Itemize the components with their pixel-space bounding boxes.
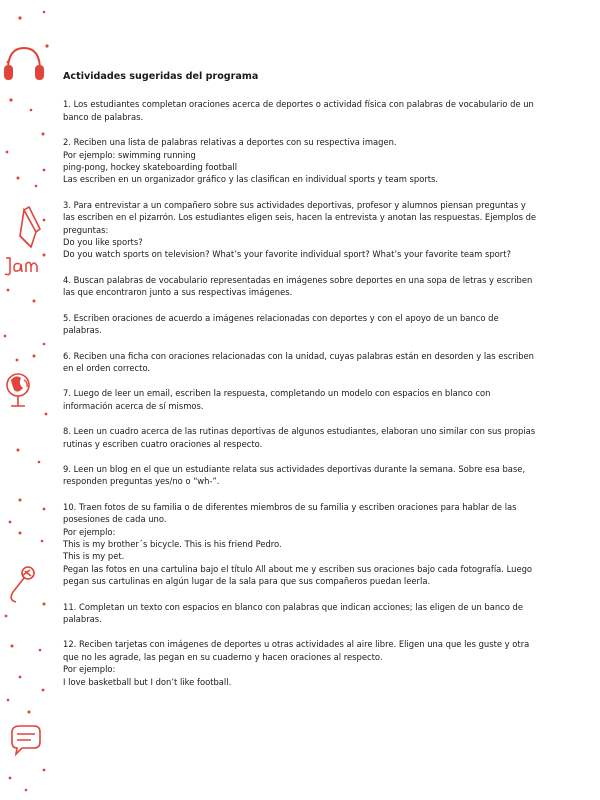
margin-decoration <box>0 0 60 800</box>
list-item <box>63 312 538 337</box>
list-item-text: 8. Leen un cuadro acerca de las rutinas deportivas de algunos estudiantes, elaboran uno similar con sus propias rutinas y escriben cuatro oraciones al respecto. <box>63 426 536 449</box>
list-item-text: This is my brother´s bicycle. This is his friend Pedro. <box>63 538 282 549</box>
list-item-text: Por ejemplo: <box>63 526 116 537</box>
list-item <box>63 98 538 123</box>
list-item-text: Do you watch sports on television? What’s your favorite individual sport? What’s your favorite team sport? <box>63 249 511 260</box>
list-item <box>63 387 538 412</box>
list-item-text: 5. Escriben oraciones de acuerdo a imágenes relacionadas con deportes y con el apoyo de un banco de palabras. <box>63 312 499 336</box>
jam-doodle-icon <box>5 258 37 275</box>
list-item-text: 12. Reciben tarjetas con imágenes de deportes u otras actividades al aire libre. Eligen una que les guste y otra que no les agrade, las pegan en su cuaderno y hacen oraciones al respecto. <box>63 639 530 662</box>
microphone-icon <box>11 567 34 602</box>
globe-icon <box>7 374 29 406</box>
list-item-text: 7. Luego de leer un email, escriben la respuesta, completando un modelo con espacios en blanco con información acerca de sí mismos. <box>63 388 491 411</box>
list-item <box>63 425 538 450</box>
list-item <box>63 463 538 488</box>
list-item-text: 1. Los estudiantes completan oraciones acerca de deportes o actividad física con palabras de vocabulario de un banco de palabras. <box>63 99 534 122</box>
list-item <box>63 199 538 261</box>
list-item <box>63 136 538 186</box>
speech-bubble-icon <box>12 726 40 754</box>
page-title: Actividades sugeridas del programa <box>63 71 259 82</box>
list-item-text: 6. Reciben una ficha con oraciones relacionadas con la unidad, cuyas palabras están en desorden y las escriben en el orden correcto. <box>63 350 534 373</box>
list-item-text: This is my pet. <box>63 551 125 562</box>
list-item-text: 9. Leen un blog en el que un estudiante relata sus actividades deportivas durante la semana. Sobre esa base, responden preguntas yes/no o “wh-”. <box>63 463 526 487</box>
document-body <box>63 71 538 701</box>
list-item-text: 10. Traen fotos de su familia o de diferentes miembros de su familia y escriben oraciones para hablar de las posesiones de cada uno. <box>63 501 517 525</box>
list-item <box>63 601 538 626</box>
list-item-text: Por ejemplo: <box>63 664 116 675</box>
decorative-dots <box>4 11 49 792</box>
list-item <box>63 350 538 375</box>
list-item-text: 2. Reciben una lista de palabras relativas a deportes con su respectiva imagen. <box>63 137 397 148</box>
list-item <box>63 638 538 688</box>
list-item-text: 4. Buscan palabras de vocabulario representadas en imágenes sobre deportes en una sopa de letras y escriben las que encontraron junto a sus respectivas imágenes. <box>63 274 533 298</box>
list-item <box>63 274 538 299</box>
list-item-text: 11. Completan un texto con espacios en blanco con palabras que indican acciones; las eligen de un banco de palabras. <box>63 601 524 624</box>
list-item-text: Las escriben en un organizador gráfico y las clasifican en individual sports y team sports. <box>63 174 439 185</box>
list-item-text: I love basketball but I don’t like football. <box>63 676 232 687</box>
list-item-text: 3. Para entrevistar a un compañero sobre sus actividades deportivas, profesor y alumnos piensan preguntas y las escriben en el pizarrón. Los estudiantes eligen seis, hacen la entrevista y anotan las respuestas. Ejemplos de preguntas: <box>63 199 537 235</box>
list-item <box>63 501 538 588</box>
activity-list <box>63 98 538 688</box>
list-item-text: Pegan las fotos en una cartulina bajo el título All about me y escriben sus oraciones bajo cada fotografía. Luego pegan sus cartulinas en algún lugar de la sala para que sus compañeros puedan leerla. <box>63 563 533 587</box>
list-item-text: Do you like sports? <box>63 237 143 248</box>
list-item-text: Por ejemplo: swimming running <box>63 149 196 160</box>
headphones-icon <box>5 48 43 79</box>
list-item-text: ping-pong, hockey skateboarding football <box>63 162 238 173</box>
pencil-icon <box>20 207 40 247</box>
